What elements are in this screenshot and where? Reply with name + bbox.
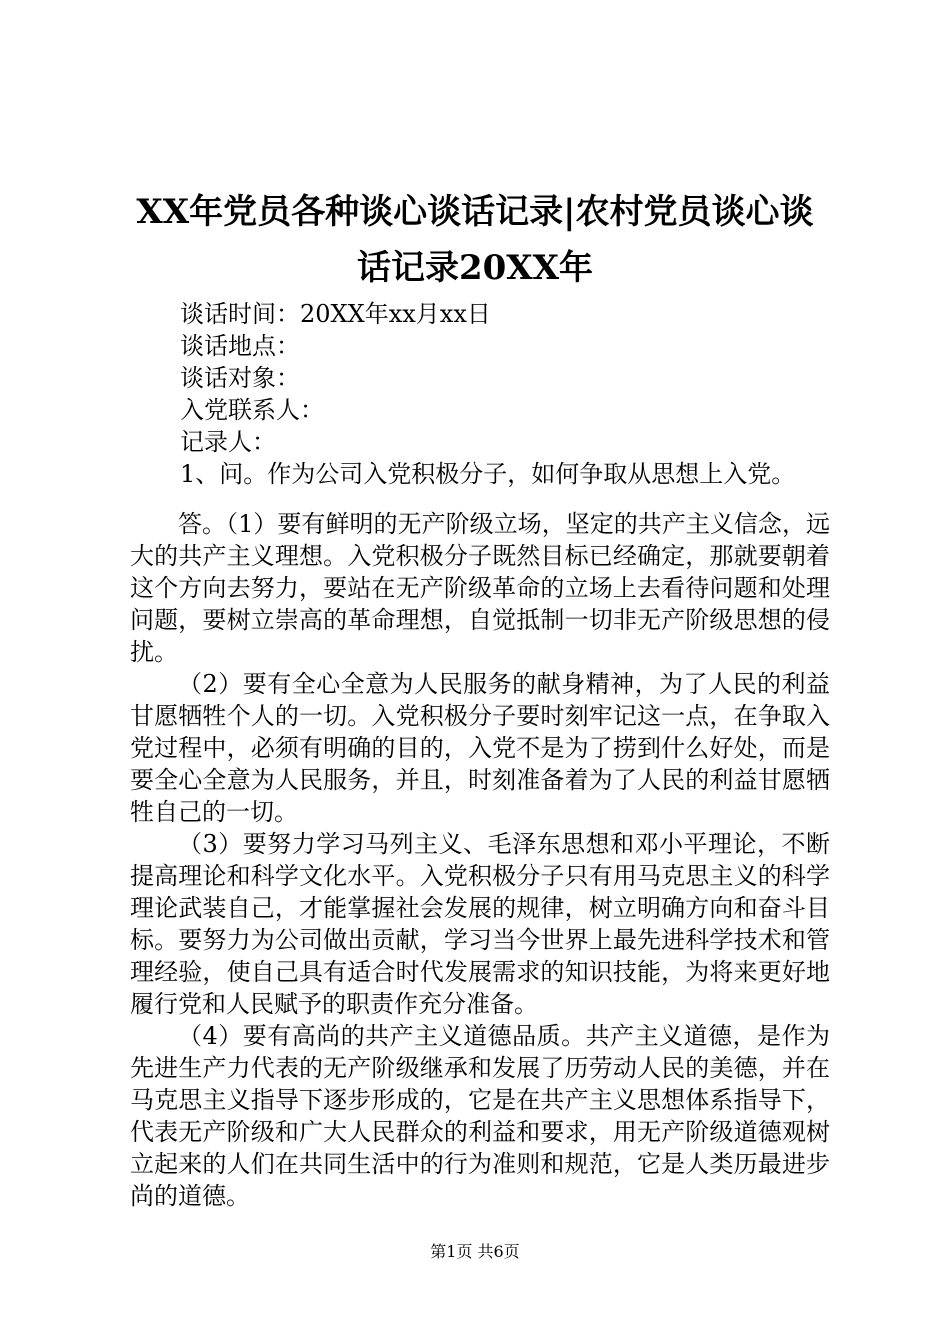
paragraph-4: （4）要有高尚的共产主义道德品质。共产主义道德，是作为先进生产力代表的无产阶级继承和发展了历劳动人民的美德，并在马克思主义指导下逐步形成的，它是在共产主义思想体系指导下，代表无产阶级和广大人民群众的利益和要求，用无产阶级道德观树立起来的人们在共同生活中的行为准则和规范，它是人类历最进步尚的道德。	[130, 1022, 830, 1210]
meta-recorder: 记录人：	[180, 428, 276, 456]
meta-time: 谈话时间：20XX年xx月xx日	[180, 300, 491, 328]
meta-subject: 谈话对象：	[180, 364, 300, 392]
meta-block	[180, 298, 860, 490]
paragraph-3: （3）要努力学习马列主义、毛泽东思想和邓小平理论，不断提高理论和科学文化水平。入党积极分子只有用马克思主义的科学理论武装自己，才能掌握社会发展的规律，树立明确方向和奋斗目标。要努力为公司做出贡献，学习当今世界上最先进科学技术和管理经验，使自己具有适合时代发展需求的知识技能，为将来更好地履行党和人民赋予的职责作充分准备。	[130, 830, 830, 1018]
paragraph-2: （2）要有全心全意为人民服务的献身精神，为了人民的利益甘愿牺牲个人的一切。入党积极分子要时刻牢记这一点，在争取入党过程中，必须有明确的目的，入党不是为了捞到什么好处，而是要全心全意为人民服务，并且，时刻准备着为了人民的利益甘愿牺牲自己的一切。	[130, 670, 830, 826]
document-title: XX年党员各种谈心谈话记录|农村党员谈心谈话记录20XX年	[136, 192, 814, 288]
meta-location: 谈话地点：	[180, 332, 300, 360]
meta-contact: 入党联系人：	[180, 396, 324, 424]
page-footer: 第1页 共6页	[430, 1242, 520, 1261]
question-1: 1、问。作为公司入党积极分子，如何争取从思想上入党。	[180, 460, 796, 488]
answer-body	[130, 508, 830, 1212]
paragraph-1: 答。（1）要有鲜明的无产阶级立场，坚定的共产主义信念，远大的共产主义理想。入党积极分子既然目标已经确定，那就要朝着这个方向去努力，要站在无产阶级革命的立场上去看待问题和处理问题，要树立崇高的革命理想，自觉抵制一切非无产阶级思想的侵扰。	[130, 510, 830, 666]
